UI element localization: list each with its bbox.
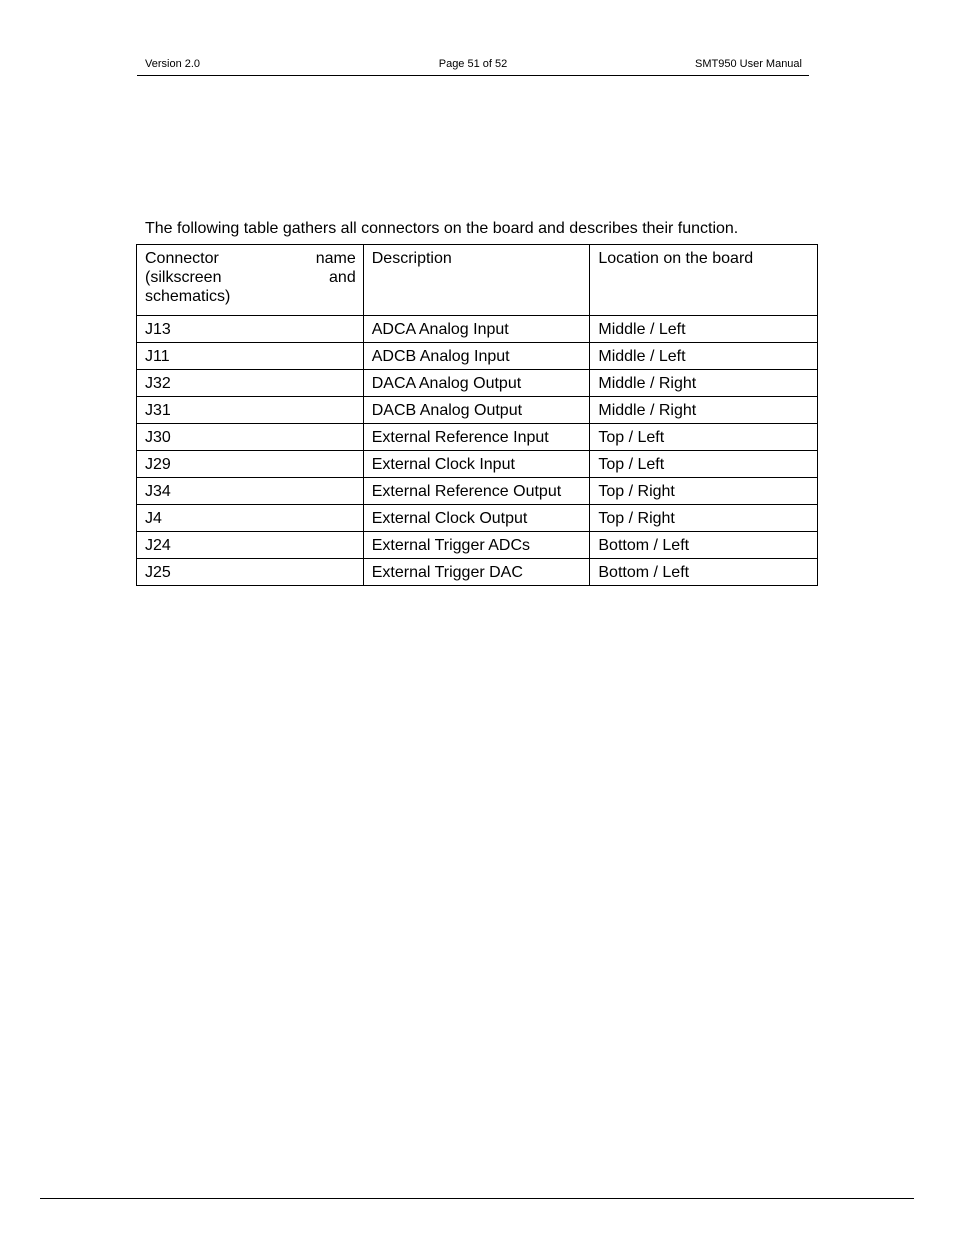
table-row	[137, 532, 818, 559]
connectors-table	[136, 244, 818, 586]
location-cell: Bottom / Left	[590, 532, 818, 559]
location-cell: Middle / Left	[590, 343, 818, 370]
header-connector-word: (silkscreen	[145, 269, 222, 286]
table-row	[137, 451, 818, 478]
connector-cell: J13	[137, 316, 364, 343]
location-cell: Top / Left	[590, 451, 818, 478]
table-row	[137, 370, 818, 397]
header-cell-description: Description	[363, 245, 590, 316]
location-cell: Top / Right	[590, 478, 818, 505]
location-cell: Top / Left	[590, 424, 818, 451]
table-header-row	[137, 245, 818, 316]
table-row	[137, 478, 818, 505]
description-cell: DACA Analog Output	[363, 370, 590, 397]
location-cell: Middle / Left	[590, 316, 818, 343]
header-cell-location: Location on the board	[590, 245, 818, 316]
location-cell: Top / Right	[590, 505, 818, 532]
description-cell: External Clock Input	[363, 451, 590, 478]
description-cell: External Trigger DAC	[363, 559, 590, 586]
description-cell: DACB Analog Output	[363, 397, 590, 424]
header-page-number: Page 51 of 52	[438, 58, 508, 70]
header-cell-connector	[137, 245, 364, 316]
description-cell: ADCB Analog Input	[363, 343, 590, 370]
connector-cell: J34	[137, 478, 364, 505]
footer-divider	[40, 1198, 914, 1199]
description-cell: External Reference Input	[363, 424, 590, 451]
location-cell: Bottom / Left	[590, 559, 818, 586]
connector-cell: J32	[137, 370, 364, 397]
location-cell: Middle / Right	[590, 370, 818, 397]
table-row	[137, 343, 818, 370]
connector-cell: J31	[137, 397, 364, 424]
table-row	[137, 424, 818, 451]
header-version: Version 2.0	[145, 58, 201, 70]
header-connector-word: name	[315, 250, 356, 267]
description-cell: External Reference Output	[363, 478, 590, 505]
connector-cell: J24	[137, 532, 364, 559]
intro-paragraph: The following table gathers all connectors on the board and describes their function.	[145, 220, 739, 237]
connector-cell: J4	[137, 505, 364, 532]
connector-cell: J11	[137, 343, 364, 370]
table-row	[137, 559, 818, 586]
header-connector-word: and	[329, 269, 356, 286]
description-cell: ADCA Analog Input	[363, 316, 590, 343]
table-row	[137, 505, 818, 532]
connector-cell: J30	[137, 424, 364, 451]
header-connector-word: Connector	[145, 250, 219, 267]
location-cell: Middle / Right	[590, 397, 818, 424]
connector-cell: J29	[137, 451, 364, 478]
header-connector-line: schematics)	[145, 288, 231, 305]
table-row	[137, 397, 818, 424]
connector-cell: J25	[137, 559, 364, 586]
table-row	[137, 316, 818, 343]
description-cell: External Trigger ADCs	[363, 532, 590, 559]
page-header	[137, 56, 809, 76]
description-cell: External Clock Output	[363, 505, 590, 532]
header-connector-line	[145, 249, 356, 268]
header-connector-line	[145, 268, 356, 287]
header-manual-title: SMT950 User Manual	[695, 58, 802, 70]
